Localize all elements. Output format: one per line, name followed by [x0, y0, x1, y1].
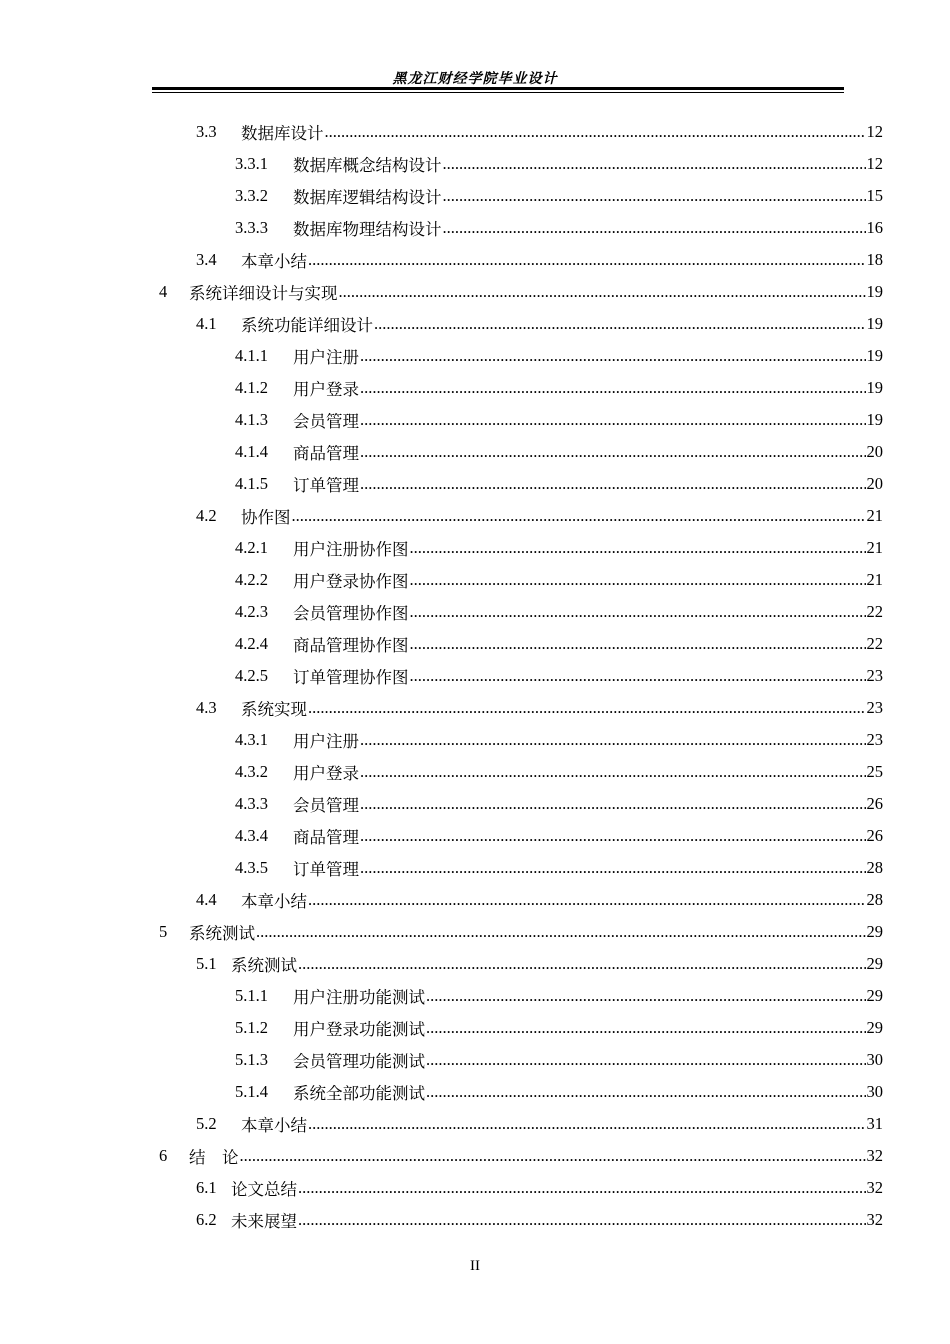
toc-entry[interactable]	[0, 1140, 883, 1172]
toc-entry[interactable]	[0, 628, 883, 660]
toc-entry-title: 用户登录功能测试	[293, 1020, 425, 1039]
toc-entry-page: 26	[866, 826, 883, 845]
toc-dot-leader	[360, 442, 866, 462]
toc-dot-leader	[292, 506, 866, 526]
toc-entry-page: 21	[866, 506, 883, 525]
toc-entry-page: 22	[866, 634, 883, 653]
toc-entry-number: 4.3.5	[235, 858, 268, 877]
toc-dot-leader	[360, 378, 866, 398]
toc-entry-page: 32	[866, 1178, 883, 1197]
toc-entry[interactable]	[0, 852, 883, 884]
toc-entry-title: 会员管理协作图	[293, 604, 409, 623]
toc-entry-title: 数据库概念结构设计	[293, 156, 442, 175]
toc-dot-leader	[360, 794, 866, 814]
toc-entry-title: 未来展望	[231, 1212, 297, 1231]
toc-dot-leader	[443, 186, 866, 206]
toc-entry-page: 29	[866, 954, 883, 973]
toc-entry[interactable]	[0, 436, 883, 468]
toc-entry-page: 20	[866, 474, 883, 493]
toc-entry-title: 系统全部功能测试	[293, 1084, 425, 1103]
toc-entry-title: 商品管理	[293, 444, 359, 463]
toc-entry-page: 19	[866, 346, 883, 365]
toc-entry-page: 26	[866, 794, 883, 813]
toc-entry-title: 商品管理协作图	[293, 636, 409, 655]
toc-entry-page: 20	[866, 442, 883, 461]
toc-dot-leader	[426, 1082, 866, 1102]
toc-entry-title: 结 论	[189, 1148, 239, 1167]
toc-dot-leader	[443, 154, 866, 174]
toc-dot-leader	[360, 826, 866, 846]
toc-dot-leader	[256, 922, 866, 942]
toc-entry-title: 本章小结	[241, 252, 307, 271]
toc-entry-page: 28	[866, 858, 883, 877]
toc-entry-number: 4.3	[196, 698, 217, 717]
toc-entry-title: 系统测试	[189, 924, 255, 943]
toc-entry-title: 会员管理功能测试	[293, 1052, 425, 1071]
toc-entry-title: 系统测试	[231, 956, 297, 975]
toc-entry-number: 3.3	[196, 122, 217, 141]
toc-entry-page: 12	[866, 154, 883, 173]
toc-entry-number: 4.4	[196, 890, 217, 909]
toc-entry[interactable]	[0, 1076, 883, 1108]
toc-dot-leader	[360, 346, 866, 366]
toc-entry-page: 29	[866, 1018, 883, 1037]
toc-entry-number: 5.1.1	[235, 986, 268, 1005]
toc-entry[interactable]	[0, 1012, 883, 1044]
toc-entry-number: 5.1.3	[235, 1050, 268, 1069]
toc-entry-title: 用户登录	[293, 380, 359, 399]
toc-entry-title: 用户注册	[293, 348, 359, 367]
toc-entry-title: 数据库设计	[241, 124, 324, 143]
toc-dot-leader	[308, 890, 866, 910]
toc-dot-leader	[298, 954, 866, 974]
toc-entry-number: 5.1.4	[235, 1082, 268, 1101]
toc-entry[interactable]	[0, 1172, 883, 1204]
toc-entry[interactable]	[0, 692, 883, 724]
toc-entry-page: 32	[866, 1210, 883, 1229]
toc-entry-title: 用户登录协作图	[293, 572, 409, 591]
toc-dot-leader	[360, 762, 866, 782]
toc-dot-leader	[360, 730, 866, 750]
toc-entry[interactable]	[0, 404, 883, 436]
toc-entry-page: 19	[866, 410, 883, 429]
toc-entry-page: 18	[866, 250, 883, 269]
toc-entry-page: 23	[866, 666, 883, 685]
toc-entry[interactable]	[0, 884, 883, 916]
toc-entry-number: 4.3.2	[235, 762, 268, 781]
toc-entry-title: 系统功能详细设计	[241, 316, 373, 335]
toc-entry-number: 4.2.1	[235, 538, 268, 557]
toc-entry-number: 4.2.3	[235, 602, 268, 621]
toc-entry-number: 4.3.1	[235, 730, 268, 749]
toc-dot-leader	[240, 1146, 866, 1166]
toc-entry-number: 3.3.3	[235, 218, 268, 237]
toc-entry[interactable]	[0, 116, 883, 148]
toc-dot-leader	[426, 986, 866, 1006]
toc-entry-number: 3.3.1	[235, 154, 268, 173]
toc-entry-number: 6.1	[196, 1178, 217, 1197]
toc-entry[interactable]	[0, 1204, 883, 1236]
toc-dot-leader	[325, 122, 866, 142]
toc-dot-leader	[426, 1018, 866, 1038]
toc-dot-leader	[410, 602, 866, 622]
toc-entry-number: 5.1	[196, 954, 217, 973]
toc-entry-number: 4	[159, 282, 168, 301]
toc-entry-title: 系统实现	[241, 700, 307, 719]
toc-entry[interactable]	[0, 820, 883, 852]
toc-entry-title: 会员管理	[293, 796, 359, 815]
toc-entry-page: 12	[866, 122, 883, 141]
toc-entry-title: 本章小结	[241, 1116, 307, 1135]
toc-entry[interactable]	[0, 308, 883, 340]
page-number: II	[470, 1258, 480, 1274]
toc-entry-title: 数据库逻辑结构设计	[293, 188, 442, 207]
toc-entry-title: 用户登录	[293, 764, 359, 783]
toc-entry[interactable]	[0, 916, 883, 948]
toc-entry-number: 4.1.3	[235, 410, 268, 429]
toc-entry-number: 5	[159, 922, 168, 941]
toc-dot-leader	[308, 250, 866, 270]
toc-entry-title: 订单管理	[293, 860, 359, 879]
toc-entry-number: 3.4	[196, 250, 217, 269]
toc-entry[interactable]	[0, 660, 883, 692]
toc-dot-leader	[360, 410, 866, 430]
toc-entry-title: 商品管理	[293, 828, 359, 847]
toc-entry[interactable]	[0, 1108, 883, 1140]
toc-entry-title: 订单管理	[293, 476, 359, 495]
toc-dot-leader	[360, 858, 866, 878]
toc-entry[interactable]	[0, 372, 883, 404]
toc-entry-page: 19	[866, 282, 883, 301]
toc-entry[interactable]	[0, 596, 883, 628]
toc-entry[interactable]	[0, 756, 883, 788]
header-rule-thick	[152, 87, 844, 90]
toc-entry-title: 用户注册	[293, 732, 359, 751]
toc-entry[interactable]	[0, 468, 883, 500]
toc-entry-number: 4.2.2	[235, 570, 268, 589]
toc-dot-leader	[298, 1178, 866, 1198]
toc-dot-leader	[374, 314, 866, 334]
toc-entry-number: 4.1	[196, 314, 217, 333]
toc-entry-number: 4.1.2	[235, 378, 268, 397]
toc-entry-page: 32	[866, 1146, 883, 1165]
toc-entry-number: 3.3.2	[235, 186, 268, 205]
toc-entry-page: 23	[866, 730, 883, 749]
toc-entry-page: 28	[866, 890, 883, 909]
toc-entry-page: 22	[866, 602, 883, 621]
toc-entry-page: 31	[866, 1114, 883, 1133]
toc-entry-title: 用户注册协作图	[293, 540, 409, 559]
toc-entry[interactable]	[0, 564, 883, 596]
toc-dot-leader	[298, 1210, 866, 1230]
toc-entry-number: 4.3.4	[235, 826, 268, 845]
toc-entry[interactable]	[0, 788, 883, 820]
toc-dot-leader	[360, 474, 866, 494]
toc-dot-leader	[410, 666, 866, 686]
toc-entry-number: 6.2	[196, 1210, 217, 1229]
toc-entry-title: 会员管理	[293, 412, 359, 431]
toc-entry-number: 4.2.5	[235, 666, 268, 685]
toc-entry-page: 21	[866, 570, 883, 589]
toc-entry-title: 协作图	[241, 508, 291, 527]
toc-entry[interactable]	[0, 980, 883, 1012]
toc-dot-leader	[410, 634, 866, 654]
toc-entry[interactable]	[0, 340, 883, 372]
toc-entry-title: 数据库物理结构设计	[293, 220, 442, 239]
toc-entry-title: 订单管理协作图	[293, 668, 409, 687]
toc-entry[interactable]	[0, 276, 883, 308]
toc-dot-leader	[443, 218, 866, 238]
toc-entry[interactable]	[0, 180, 883, 212]
toc-entry[interactable]	[0, 532, 883, 564]
toc-entry-page: 15	[866, 186, 883, 205]
toc-entry[interactable]	[0, 1044, 883, 1076]
toc-dot-leader	[410, 538, 866, 558]
toc-entry-page: 30	[866, 1050, 883, 1069]
toc-entry-page: 25	[866, 762, 883, 781]
toc-entry[interactable]	[0, 244, 883, 276]
toc-entry-number: 4.1.1	[235, 346, 268, 365]
toc-entry-title: 系统详细设计与实现	[189, 284, 338, 303]
toc-entry-page: 29	[866, 986, 883, 1005]
toc-entry-page: 29	[866, 922, 883, 941]
toc-entry-number: 5.2	[196, 1114, 217, 1133]
toc-entry-number: 6	[159, 1146, 168, 1165]
toc-entry[interactable]	[0, 148, 883, 180]
toc-entry-page: 19	[866, 314, 883, 333]
toc-dot-leader	[308, 698, 866, 718]
table-of-contents	[0, 116, 950, 1236]
document-header-title: 黑龙江财经学院毕业设计	[392, 71, 558, 87]
toc-entry-page: 23	[866, 698, 883, 717]
toc-entry-page: 19	[866, 378, 883, 397]
toc-entry-number: 4.2.4	[235, 634, 268, 653]
toc-dot-leader	[426, 1050, 866, 1070]
toc-entry-number: 4.1.5	[235, 474, 268, 493]
toc-entry-page: 16	[866, 218, 883, 237]
toc-entry-number: 4.1.4	[235, 442, 268, 461]
toc-entry-title: 本章小结	[241, 892, 307, 911]
toc-entry-title: 用户注册功能测试	[293, 988, 425, 1007]
toc-entry[interactable]	[0, 500, 883, 532]
toc-dot-leader	[410, 570, 866, 590]
toc-dot-leader	[339, 282, 866, 302]
toc-entry[interactable]	[0, 724, 883, 756]
toc-entry-number: 4.2	[196, 506, 217, 525]
toc-entry-page: 21	[866, 538, 883, 557]
toc-dot-leader	[308, 1114, 866, 1134]
toc-entry-page: 30	[866, 1082, 883, 1101]
header-rule-thin	[152, 92, 844, 93]
toc-entry-number: 5.1.2	[235, 1018, 268, 1037]
toc-entry[interactable]	[0, 948, 883, 980]
toc-entry[interactable]	[0, 212, 883, 244]
toc-entry-title: 论文总结	[231, 1180, 297, 1199]
toc-entry-number: 4.3.3	[235, 794, 268, 813]
